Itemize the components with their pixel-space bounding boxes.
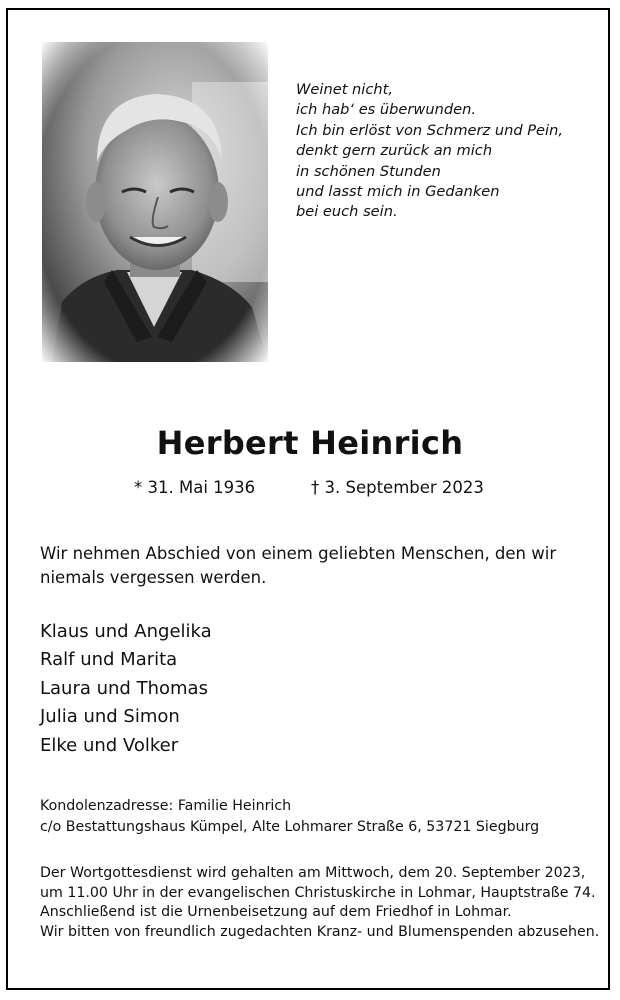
condolence-line: Kondolenzadresse: Familie Heinrich xyxy=(40,798,292,814)
service-line: Der Wortgottesdienst wird gehalten am Mittwoch, dem 20. September 2023, xyxy=(40,865,586,881)
birth-date: * 31. Mai 1936 xyxy=(134,478,256,497)
deceased-name: Herbert Heinrich xyxy=(156,424,464,462)
farewell-line: niemals vergessen werden. xyxy=(40,568,267,587)
poem xyxy=(296,80,586,223)
mourner-item: Laura und Thomas xyxy=(40,677,208,699)
poem-line: und lasst mich in Gedanken xyxy=(296,183,500,201)
service-line: Anschließend ist die Urnenbeisetzung auf dem Friedhof in Lohmar. xyxy=(40,904,512,920)
mourner-item: Julia und Simon xyxy=(40,706,180,728)
farewell-text xyxy=(40,542,600,590)
portrait-photo xyxy=(42,42,268,362)
poem-line: Ich bin erlöst von Schmerz und Pein, xyxy=(296,121,563,139)
condolence-line: c/o Bestattungshaus Kümpel, Alte Lohmarer Straße 6, 53721 Siegburg xyxy=(40,819,540,835)
mourner-item: Elke und Volker xyxy=(40,734,179,756)
mourners-list xyxy=(40,618,212,760)
mourner-item: Ralf und Marita xyxy=(40,649,178,671)
portrait-illustration xyxy=(42,42,268,362)
poem-line: bei euch sein. xyxy=(296,203,398,221)
mourner-item: Klaus und Angelika xyxy=(40,621,212,642)
condolence-address xyxy=(40,796,539,838)
farewell-line: Wir nehmen Abschied von einem geliebten Menschen, den wir xyxy=(40,544,557,563)
service-info xyxy=(40,864,599,942)
poem-line: ich hab‘ es überwunden. xyxy=(296,101,476,119)
death-date: † 3. September 2023 xyxy=(311,478,484,497)
service-line: um 11.00 Uhr in der evangelischen Christuskirche in Lohmar, Hauptstraße 74. xyxy=(40,884,596,901)
service-line: Wir bitten von freundlich zugedachten Kranz- und Blumenspenden abzusehen. xyxy=(40,923,600,940)
poem-line: denkt gern zurück an mich xyxy=(296,142,493,160)
poem-line: Weinet nicht, xyxy=(296,81,393,98)
poem-line: in schönen Stunden xyxy=(296,162,441,180)
